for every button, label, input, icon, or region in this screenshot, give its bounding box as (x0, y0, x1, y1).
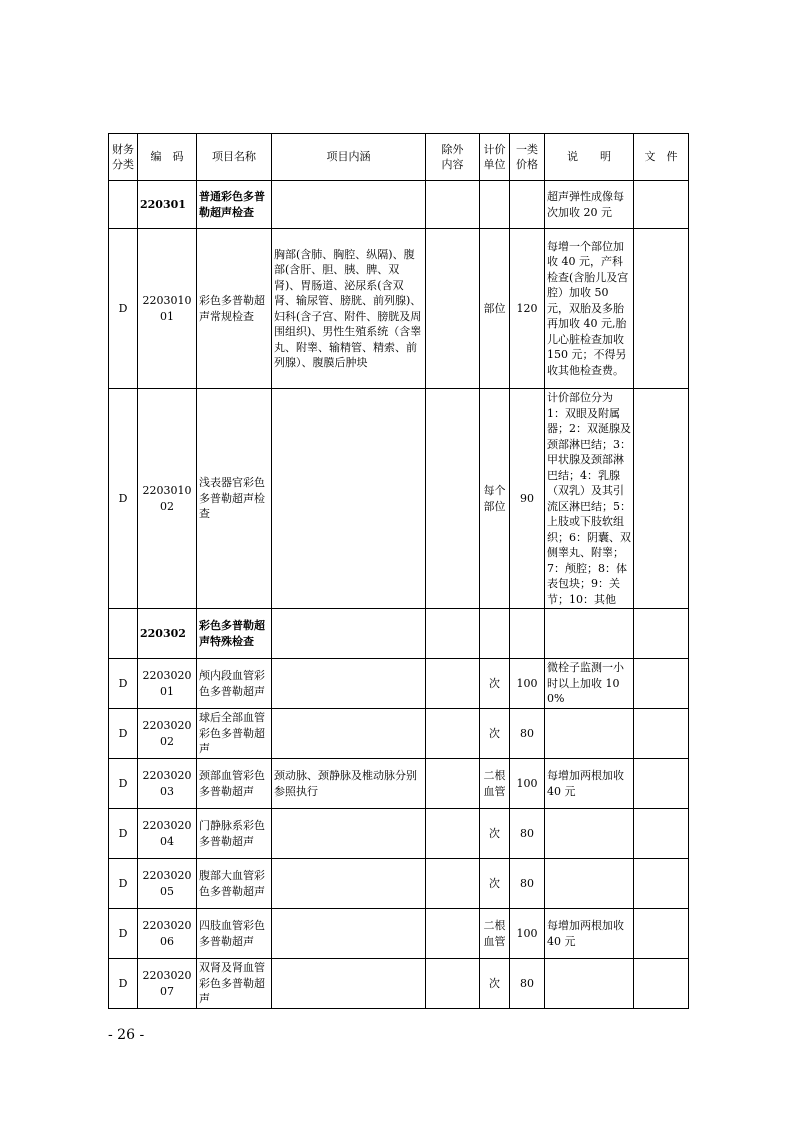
cell-file (634, 909, 689, 959)
cell-file (634, 659, 689, 709)
cell-notes (545, 709, 634, 759)
cell-item-name: 浅表器官彩色多普勒超声检查 (197, 389, 272, 609)
cell-fin-category (109, 609, 138, 659)
table-row (109, 709, 689, 759)
cell-file (634, 859, 689, 909)
table-row (109, 659, 689, 709)
cell-code: 220302003 (138, 759, 197, 809)
cell-price: 80 (510, 709, 545, 759)
cell-exclusions (426, 659, 480, 709)
cell-file (634, 959, 689, 1009)
cell-notes (545, 959, 634, 1009)
cell-unit: 次 (480, 659, 510, 709)
cell-item-name: 双肾及肾血管彩色多普勒超声 (197, 959, 272, 1009)
cell-notes: 微栓子监测一小时以上加收 100% (545, 659, 634, 709)
cell-code: 220302006 (138, 909, 197, 959)
cell-item-content (272, 389, 426, 609)
cell-price: 120 (510, 229, 545, 389)
cell-notes: 每增一个部位加收 40 元，产科检查(含胎儿及宫腔）加收 50 元，双胎及多胎再加收 40 元,胎儿心脏检查加收 150 元；不得另收其他检查费。 (545, 229, 634, 389)
cell-unit: 次 (480, 859, 510, 909)
table-row (109, 809, 689, 859)
page-number: - 26 - (108, 1027, 145, 1043)
cell-code: 220302007 (138, 959, 197, 1009)
cell-file (634, 229, 689, 389)
cell-exclusions (426, 959, 480, 1009)
cell-file (634, 809, 689, 859)
cell-fin-category: D (109, 809, 138, 859)
cell-item-content (272, 659, 426, 709)
cell-fin-category: D (109, 229, 138, 389)
cell-item-name: 普通彩色多普勒超声检查 (197, 181, 272, 229)
cell-unit: 每个部位 (480, 389, 510, 609)
cell-notes: 每增加两根加收 40 元 (545, 759, 634, 809)
cell-code: 220301002 (138, 389, 197, 609)
header-price: 一类 价格 (510, 134, 545, 181)
header-item-name: 项目名称 (197, 134, 272, 181)
cell-fin-category: D (109, 859, 138, 909)
cell-item-name: 腹部大血管彩色多普勒超声 (197, 859, 272, 909)
cell-exclusions (426, 609, 480, 659)
cell-exclusions (426, 229, 480, 389)
cell-fin-category: D (109, 759, 138, 809)
header-item-content: 项目内涵 (272, 134, 426, 181)
table-row (109, 759, 689, 809)
header-unit: 计价 单位 (480, 134, 510, 181)
cell-item-name: 彩色多普勒超声常规检查 (197, 229, 272, 389)
cell-code: 220302001 (138, 659, 197, 709)
cell-item-content (272, 709, 426, 759)
table-row (109, 859, 689, 909)
cell-notes (545, 859, 634, 909)
cell-price (510, 181, 545, 229)
cell-code: 220302002 (138, 709, 197, 759)
cell-unit: 次 (480, 959, 510, 1009)
cell-exclusions (426, 389, 480, 609)
cell-item-content (272, 959, 426, 1009)
cell-exclusions (426, 181, 480, 229)
cell-unit: 二根血管 (480, 909, 510, 959)
cell-item-content: 胸部(含肺、胸腔、纵隔)、腹部(含肝、胆、胰、脾、双肾)、胃肠道、泌尿系(含双肾、输尿管、膀胱、前列腺)、妇科(含子宫、附件、膀胱及周围组织)、男性生殖系统（含睾丸、附睾、输精管、精索、前列腺）、腹膜后肿块 (272, 229, 426, 389)
cell-exclusions (426, 909, 480, 959)
cell-unit: 二根血管 (480, 759, 510, 809)
cell-item-content: 颈动脉、颈静脉及椎动脉分别参照执行 (272, 759, 426, 809)
cell-unit (480, 609, 510, 659)
cell-exclusions (426, 809, 480, 859)
header-exclusions: 除外 内容 (426, 134, 480, 181)
cell-item-content (272, 859, 426, 909)
table-header-row (109, 134, 689, 181)
cell-item-content (272, 809, 426, 859)
cell-unit: 次 (480, 809, 510, 859)
header-file: 文 件 (634, 134, 689, 181)
cell-price: 100 (510, 659, 545, 709)
cell-item-content (272, 609, 426, 659)
cell-code: 220302004 (138, 809, 197, 859)
cell-fin-category: D (109, 959, 138, 1009)
cell-price (510, 609, 545, 659)
cell-price: 100 (510, 759, 545, 809)
cell-exclusions (426, 859, 480, 909)
cell-fin-category (109, 181, 138, 229)
cell-fin-category: D (109, 659, 138, 709)
cell-item-name: 彩色多普勒超声特殊检查 (197, 609, 272, 659)
cell-item-content (272, 909, 426, 959)
table-row (109, 909, 689, 959)
category-row (109, 181, 689, 229)
cell-price: 80 (510, 809, 545, 859)
header-notes: 说 明 (545, 134, 634, 181)
cell-file (634, 759, 689, 809)
cell-unit: 次 (480, 709, 510, 759)
cell-code: 220301001 (138, 229, 197, 389)
header-code: 编 码 (138, 134, 197, 181)
table-row (109, 389, 689, 609)
cell-unit (480, 181, 510, 229)
table-row (109, 229, 689, 389)
table-row (109, 959, 689, 1009)
cell-exclusions (426, 709, 480, 759)
cell-fin-category: D (109, 709, 138, 759)
cell-notes: 计价部位分为 1：双眼及附属器；2：双涎腺及颈部淋巴结；3：甲状腺及颈部淋巴结；4：乳腺（双乳）及其引流区淋巴结；5：上肢或下肢软组织；6：阴囊、双侧睾丸、附睾；7：颅腔；8：体表包块；9：关节；10：其他 (545, 389, 634, 609)
price-table (108, 133, 689, 1009)
cell-fin-category: D (109, 909, 138, 959)
cell-code: 220302005 (138, 859, 197, 909)
cell-item-name: 四肢血管彩色多普勒超声 (197, 909, 272, 959)
cell-unit: 部位 (480, 229, 510, 389)
cell-price: 100 (510, 909, 545, 959)
cell-file (634, 389, 689, 609)
cell-item-name: 门静脉系彩色多普勒超声 (197, 809, 272, 859)
cell-notes: 每增加两根加收 40 元 (545, 909, 634, 959)
cell-file (634, 181, 689, 229)
cell-item-content (272, 181, 426, 229)
cell-notes (545, 609, 634, 659)
cell-item-name: 颅内段血管彩色多普勒超声 (197, 659, 272, 709)
cell-code: 220301 (138, 181, 197, 229)
cell-code: 220302 (138, 609, 197, 659)
category-row (109, 609, 689, 659)
cell-file (634, 709, 689, 759)
cell-notes: 超声弹性成像每次加收 20 元 (545, 181, 634, 229)
cell-price: 80 (510, 959, 545, 1009)
table-body (109, 181, 689, 1009)
header-fin-category: 财务 分类 (109, 134, 138, 181)
cell-item-name: 球后全部血管彩色多普勒超声 (197, 709, 272, 759)
cell-price: 90 (510, 389, 545, 609)
cell-exclusions (426, 759, 480, 809)
cell-file (634, 609, 689, 659)
cell-notes (545, 809, 634, 859)
cell-price: 80 (510, 859, 545, 909)
cell-fin-category: D (109, 389, 138, 609)
cell-item-name: 颈部血管彩色多普勒超声 (197, 759, 272, 809)
